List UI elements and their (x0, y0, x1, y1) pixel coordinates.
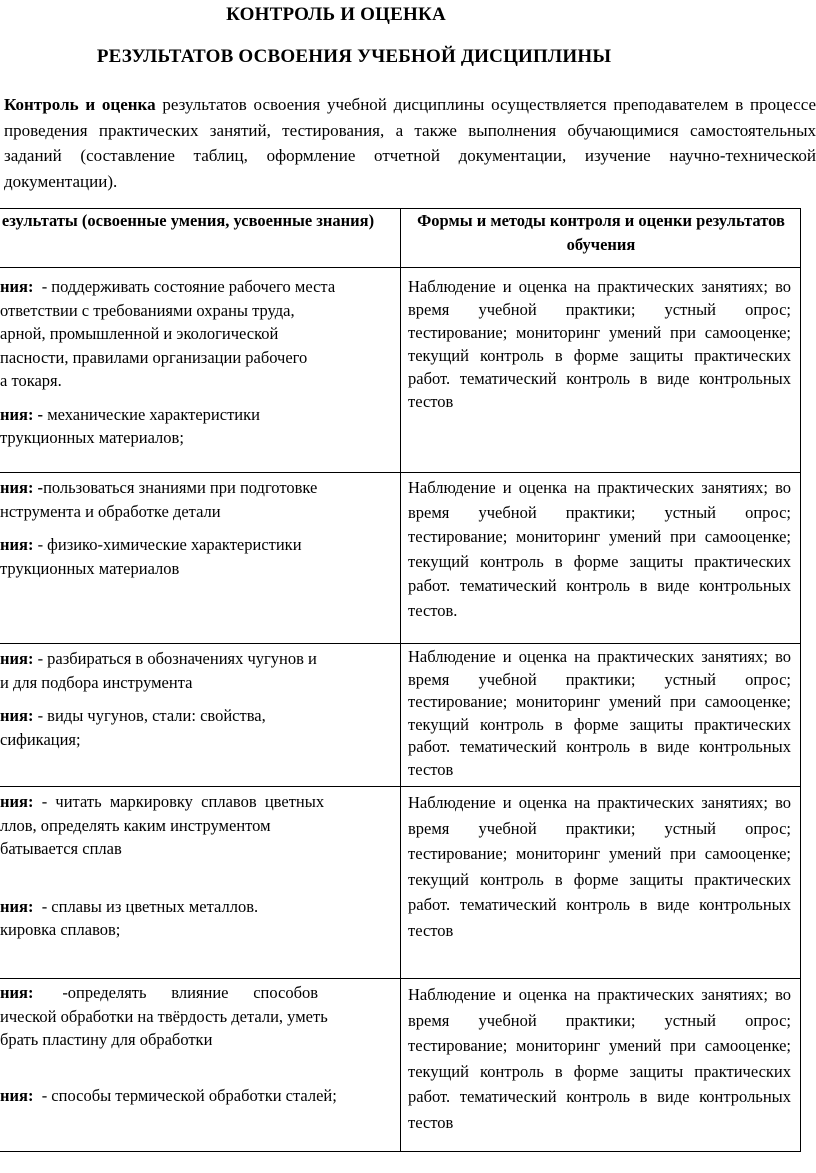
skills-line: арной, промышленной и экологической (0, 324, 279, 343)
knowledge-line: - сплавы из цветных металлов. (33, 896, 259, 916)
knowledge-line: механические характеристики (43, 404, 260, 424)
skills-line: - поддерживать состояние рабочего места (33, 277, 336, 296)
row5-methods: Наблюдение и оценка на практических занятиях; во время учебной практики; устный опрос; тестирование; мониторинг умений при самооценке; текущий контроль в форме защиты практических работ. тематический контроль в виде контрольных тестов (408, 985, 791, 1132)
skills-label: ния: - (0, 478, 44, 497)
header-methods: Формы и методы контроля и оценки результатов обучения (417, 211, 785, 254)
skills-line: ллов, определять каким инструментом (0, 815, 271, 835)
intro-bold-lead: Контроль и оценка (4, 95, 156, 114)
skills-line: нструмента и обработке детали (0, 501, 221, 521)
knowledge-line: трукционных материалов (0, 558, 180, 578)
row3-methods: Наблюдение и оценка на практических занятиях; во время учебной практики; устный опрос; тестирование; мониторинг умений при самооценке; текущий контроль в форме защиты практических работ. тематический контроль в виде контрольных тестов (408, 647, 791, 779)
skills-label: ния: (0, 983, 34, 1002)
column-divider (400, 208, 401, 1152)
skills-line: пасности, правилами организации рабочего (0, 347, 308, 367)
row1-methods: Наблюдение и оценка на практических занятиях; во время учебной практики; устный опрос; тестирование; мониторинг умений при самооценке; текущий контроль в форме защиты практических работ. тематический контроль в виде контрольных тестов (408, 277, 791, 411)
results-column (0, 208, 400, 1152)
skills-line: - разбираться в обозначениях чугунов и (33, 649, 317, 668)
skills-line: батывается сплав (0, 839, 122, 858)
document-title-line1: КОНТРОЛЬ И ОЦЕНКА (226, 4, 446, 25)
knowledge-label: ния: (0, 706, 34, 725)
document-title-line2: РЕЗУЛЬТАТОВ ОСВОЕНИЯ УЧЕБНОЙ ДИСЦИПЛИНЫ (96, 46, 612, 67)
skills-line: и для подбора инструмента (0, 672, 193, 692)
skills-label: ния: (0, 792, 34, 811)
skills-line: - читать маркировку сплавов цветных (33, 792, 325, 811)
row4-results (0, 790, 392, 942)
intro-text: результатов освоения учебной дисциплины осуществляется преподавателем в процессе проведения практических занятий, тестирования, а также выполнения обучающимися самостоятельных заданий (составление таблиц, оформление отчетной документации, изучение научно-технической документации). (4, 95, 816, 191)
knowledge-line: сификация; (0, 729, 81, 749)
skills-line: ответствии с требованиями охраны труда, (0, 300, 295, 320)
knowledge-line: кировка сплавов; (0, 920, 121, 939)
knowledge-label: ния: (0, 896, 34, 916)
row5-results (0, 981, 392, 1107)
skills-line: -определять влияние способов (33, 983, 319, 1002)
row4-methods: Наблюдение и оценка на практических занятиях; во время учебной практики; устный опрос; тестирование; мониторинг умений при самооценке; текущий контроль в форме защиты практических работ. тематический контроль в виде контрольных тестов (408, 793, 791, 940)
skills-label: ния: (0, 277, 34, 296)
skills-line: ической обработки на твёрдость детали, уметь (0, 1006, 328, 1026)
row2-methods: Наблюдение и оценка на практических занятиях; во время учебной практики; устный опрос; тестирование; мониторинг умений при самооценке; текущий контроль в форме защиты практических работ. тематический контроль в виде контрольных тестов. (408, 478, 791, 620)
skills-line: пользоваться знаниями при подготовке (43, 478, 318, 497)
knowledge-line: - физико-химические характеристики (33, 535, 302, 554)
knowledge-line: трукционных материалов; (0, 428, 184, 447)
row3-results (0, 647, 392, 751)
row2-results (0, 476, 392, 580)
header-results: езультаты (освоенные умения, усвоенные знания) (1, 211, 375, 230)
knowledge-label: ния: - (0, 404, 44, 424)
knowledge-line: - способы термической обработки сталей; (33, 1085, 337, 1105)
knowledge-label: ния: (0, 1085, 34, 1105)
knowledge-label: ния: (0, 535, 34, 554)
row1-results (0, 275, 392, 450)
skills-label: ния: (0, 649, 34, 668)
knowledge-line: - виды чугунов, стали: свойства, (33, 706, 266, 725)
table-right-border (800, 208, 801, 1152)
skills-line: брать пластину для обработки (0, 1030, 213, 1049)
skills-line: а токаря. (0, 371, 62, 390)
